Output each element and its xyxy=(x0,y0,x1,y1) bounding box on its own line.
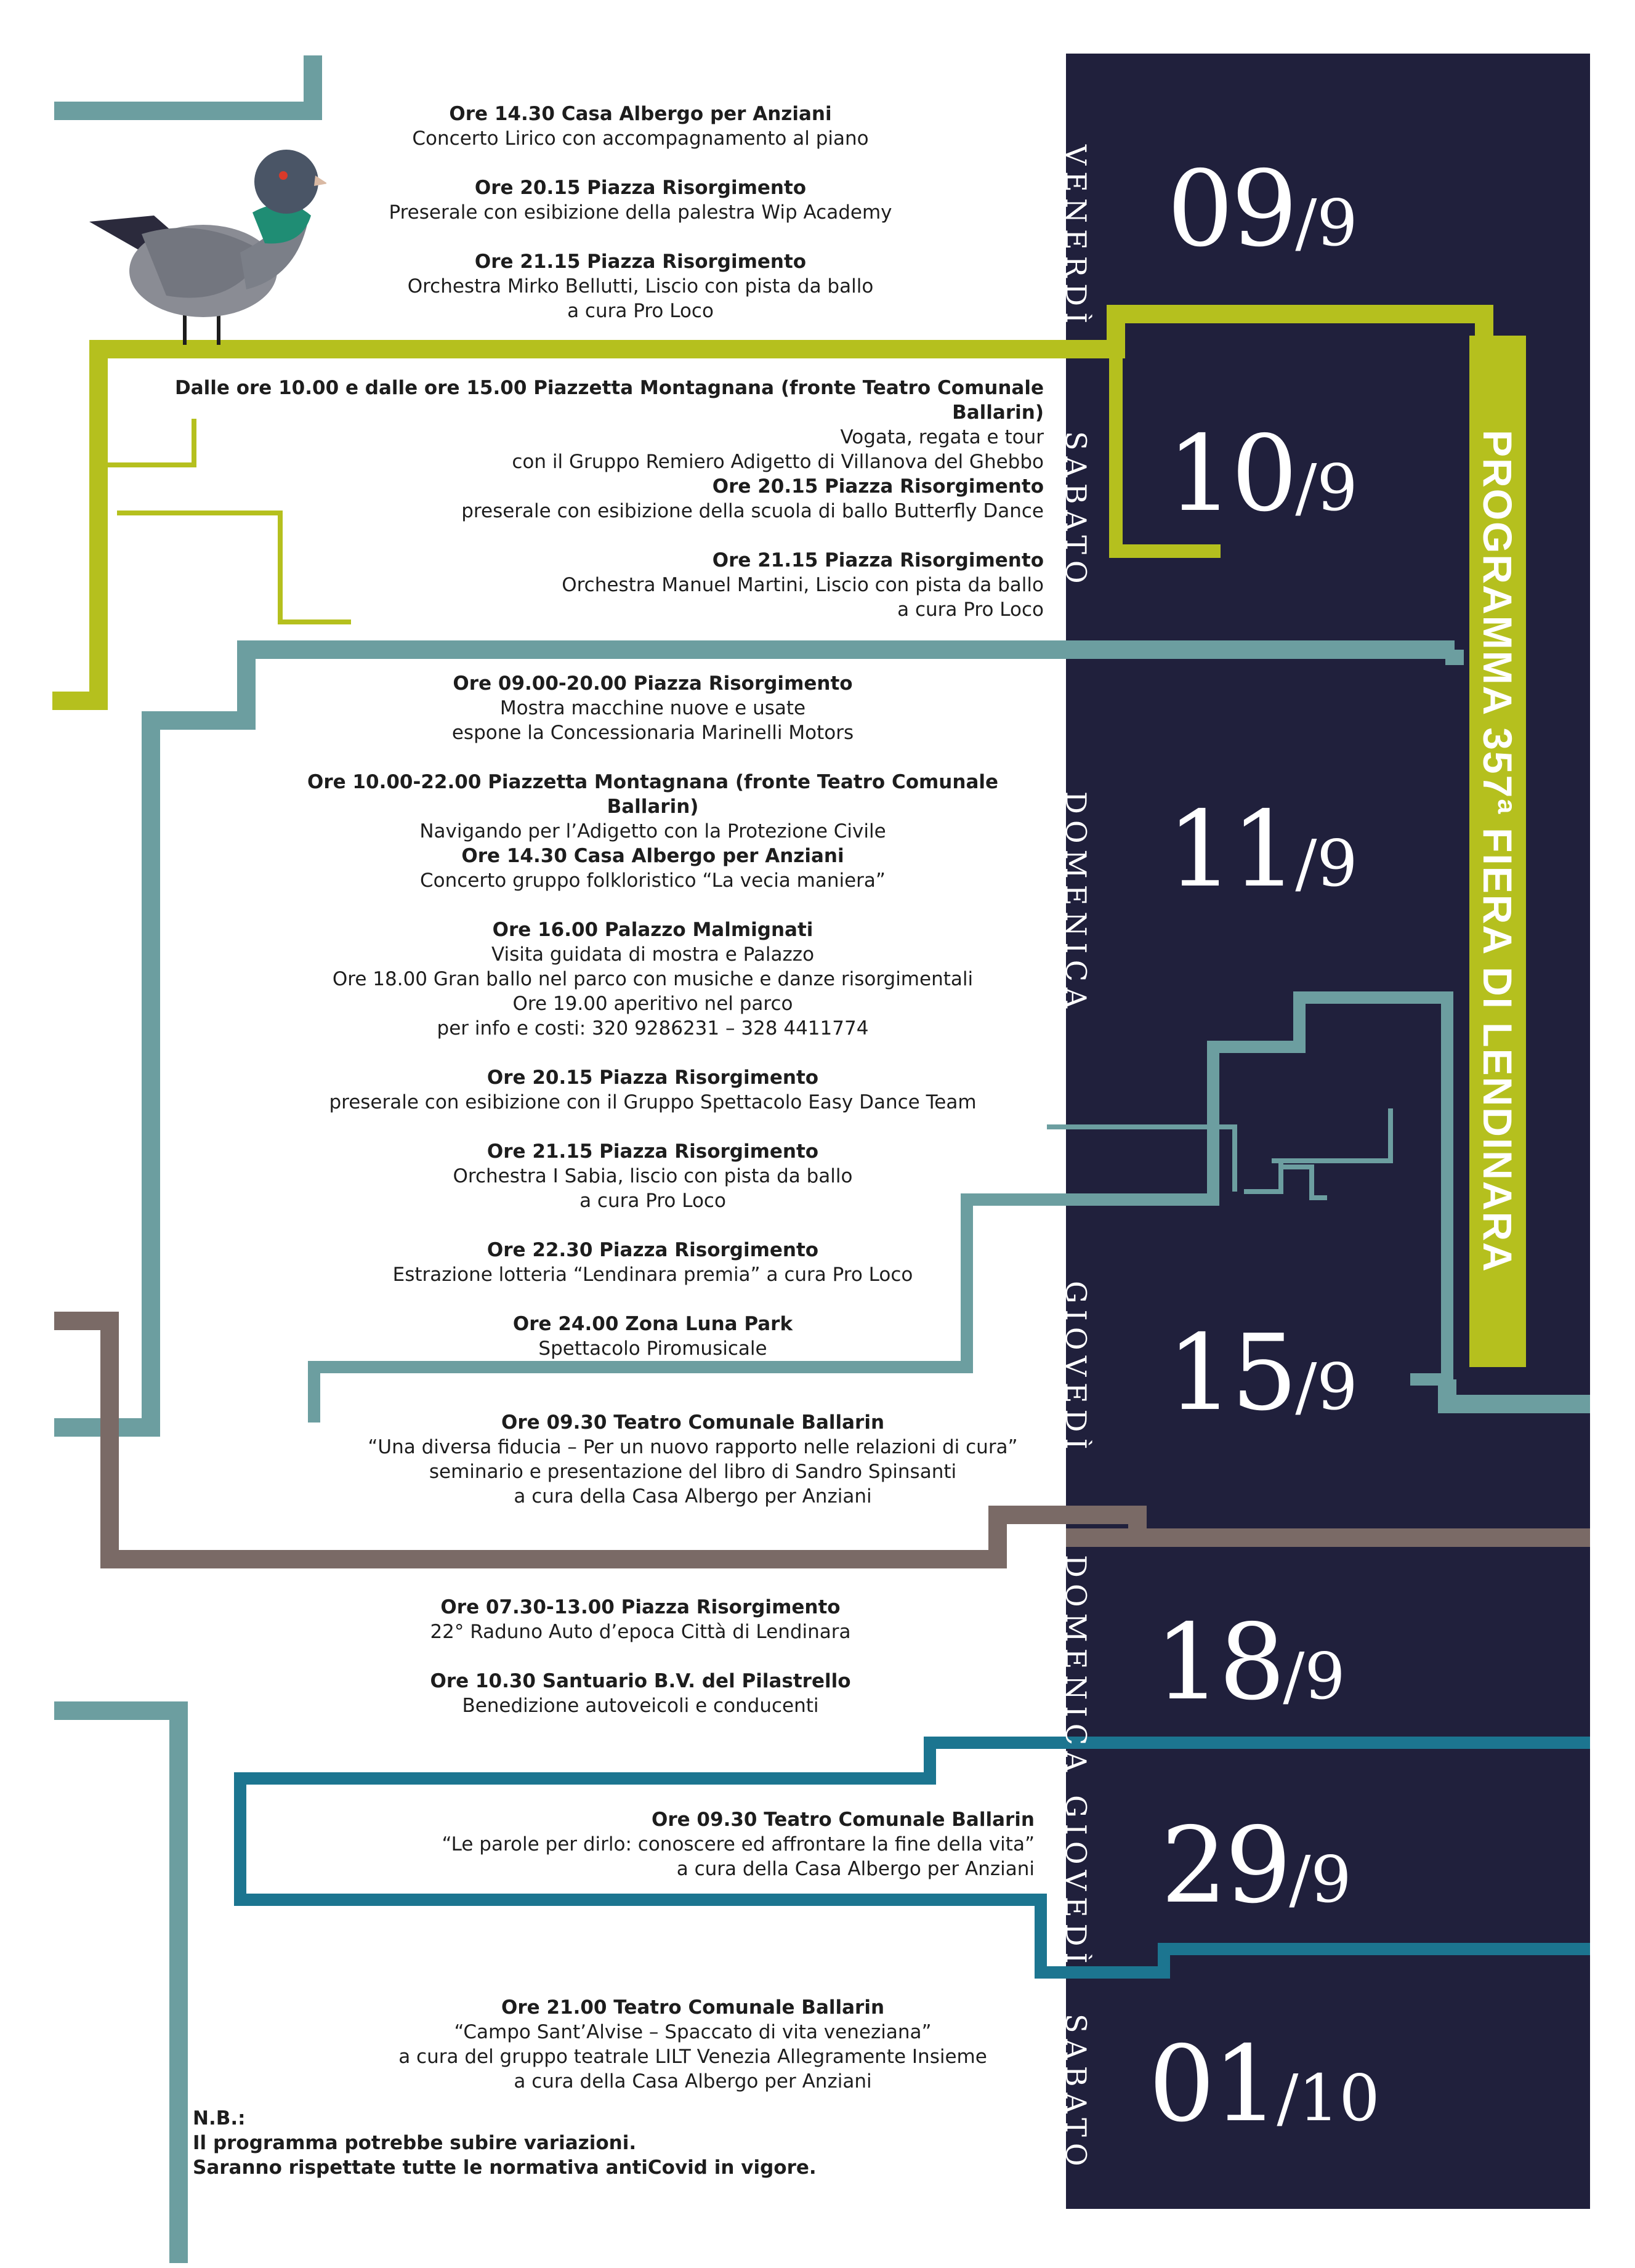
weekday-label: DOMENICA xyxy=(1059,1555,1092,1778)
weekday-label: SABATO xyxy=(1059,2014,1092,2173)
date-29-9: 29/9 xyxy=(1161,1805,1352,1927)
date-15-9: 15/9 xyxy=(1167,1312,1358,1434)
title-band xyxy=(1469,336,1526,1367)
teal-line-bottom xyxy=(54,1711,179,2263)
teal-line-small-3 xyxy=(1244,1161,1281,1192)
event-item: Ore 21.15 Piazza Risorgimento Orchestra I Sabia, liscio con pista da ballo a cura Pro Loco xyxy=(453,1140,853,1212)
teal-line-small-2 xyxy=(1272,1108,1391,1161)
weekday-label: DOMENICA xyxy=(1059,791,1092,1015)
teal-line-small-4 xyxy=(1281,1167,1327,1198)
event-item: Ore 14.30 Casa Albergo per Anziani Concerto gruppo folkloristico “La vecia maniera” xyxy=(420,845,886,892)
date-09-9: 09/9 xyxy=(1167,148,1358,270)
event-item: Ore 16.00 Palazzo Malmignati Visita guidata di mostra e Palazzo Ore 18.00 Gran ballo nel parco con musiche e danze risorgimentali Ore 19.00 aperitivo nel parco per info e costi: 320 9286231 – 328 4411774 xyxy=(332,919,974,1039)
event-item: Ore 10.30 Santuario B.V. del Pilastrello Benedizione autoveicoli e conducenti xyxy=(430,1670,851,1717)
weekday-label: VENERDÌ xyxy=(1059,145,1092,330)
event-item: Ore 24.00 Zona Luna Park Spettacolo Piromusicale xyxy=(512,1313,793,1360)
event-item: Ore 07.30-13.00 Piazza Risorgimento 22° Raduno Auto d’epoca Città di Lendinara xyxy=(430,1596,851,1643)
date-01-10: 01/10 xyxy=(1149,2024,1380,2145)
event-item: Ore 14.30 Casa Albergo per Anziani Concerto Lirico con accompagnamento al piano xyxy=(412,103,869,150)
event-item: Ore 09.00-20.00 Piazza Risorgimento Mostra macchine nuove e usate espone la Concessionaria Marinelli Motors xyxy=(451,672,854,744)
footnote xyxy=(193,2106,817,2180)
event-item: Ore 21.15 Piazza Risorgimento Orchestra Manuel Martini, Liscio con pista da ballo a cura Pro Loco xyxy=(562,549,1044,621)
event-item: Ore 09.30 Teatro Comunale Ballarin “Le parole per dirlo: conoscere ed affrontare la fine della vita” a cura della Casa Albergo per Anziani xyxy=(442,1809,1035,1880)
page-title: PROGRAMMA 357ª FIERA DI LENDINARA xyxy=(1475,430,1520,1273)
event-item: Ore 20.15 Piazza Risorgimento Preserale con esibizione della palestra Wip Academy xyxy=(389,177,892,224)
weekday-label: GIOVEDÌ xyxy=(1059,1795,1092,1970)
footnote-heading: N.B.: xyxy=(193,2107,246,2129)
teal-line-small-1 xyxy=(1047,1127,1235,1192)
date-10-9: 10/9 xyxy=(1167,413,1358,535)
event-item: Ore 21.00 Teatro Comunale Ballarin “Campo Sant’Alvise – Spaccato di vita veneziana” a cura del gruppo teatrale LILT Venezia Allegramente Insieme a cura della Casa Albergo per Anziani xyxy=(398,1996,987,2092)
teal-line-top xyxy=(54,55,313,111)
date-18-9: 18/9 xyxy=(1155,1602,1346,1724)
event-item: Dalle ore 10.00 e dalle ore 15.00 Piazzetta Montagnana (fronte Teatro Comunale Ballarin) Vogata, regata e tour con il Gruppo Remiero Adigetto di Villanova del Ghebbo xyxy=(174,377,1044,473)
event-item: Ore 20.15 Piazza Risorgimento preserale con esibizione della scuola di ballo Butterfly Dance xyxy=(461,475,1044,522)
event-item: Ore 10.00-22.00 Piazzetta Montagnana (fronte Teatro Comunale Ballarin) Navigando per l’Adigetto con la Protezione Civile xyxy=(307,771,999,842)
date-11-9: 11/9 xyxy=(1167,789,1358,911)
event-item: Ore 09.30 Teatro Comunale Ballarin “Una diversa fiducia – Per un nuovo rapporto nelle relazioni di cura” seminario e presentazione del libro di Sandro Spinsanti a cura della Casa Albergo per Anziani xyxy=(368,1411,1018,1507)
event-item: Ore 20.15 Piazza Risorgimento preserale con esibizione con il Gruppo Spettacolo Easy Dance Team xyxy=(329,1067,977,1113)
weekday-label: SABATO xyxy=(1059,431,1092,590)
pigeon-illustration xyxy=(86,142,326,351)
event-item: Ore 21.15 Piazza Risorgimento Orchestra Mirko Bellutti, Liscio con pista da ballo a cura Pro Loco xyxy=(407,251,874,322)
event-item: Ore 22.30 Piazza Risorgimento Estrazione lotteria “Lendinara premia” a cura Pro Loco xyxy=(392,1239,913,1286)
footnote-line: Il programma potrebbe subire variazioni. xyxy=(193,2132,637,2154)
weekday-label: GIOVEDÌ xyxy=(1059,1281,1092,1456)
footnote-line: Saranno rispettate tutte le normativa antiCovid in vigore. xyxy=(193,2157,817,2179)
